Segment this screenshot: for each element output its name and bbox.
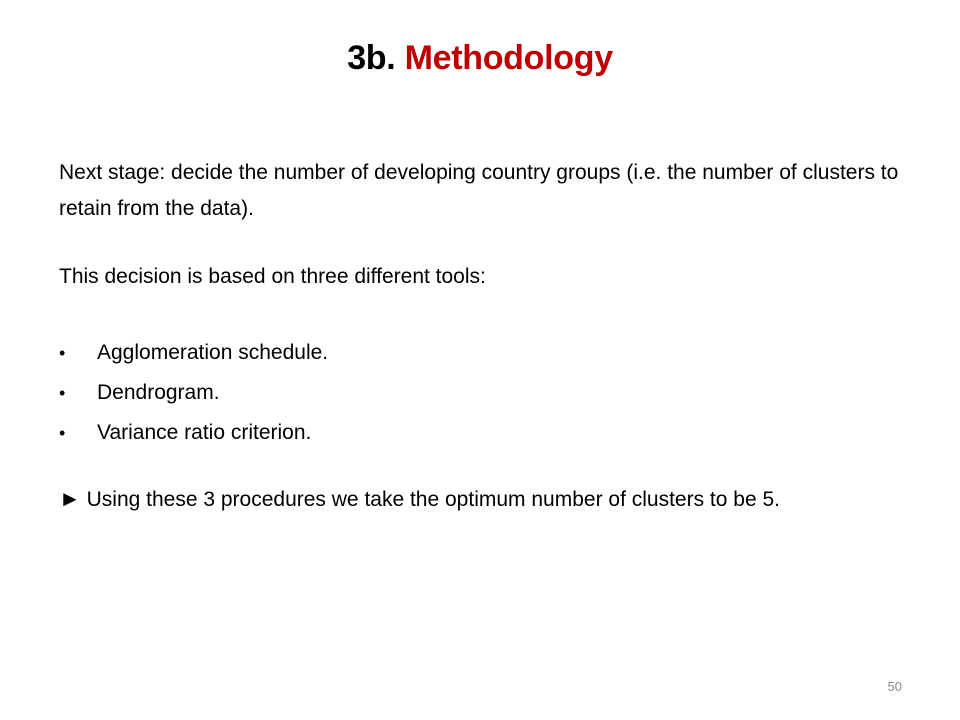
bullet-icon: • — [59, 343, 66, 363]
tools-lead-paragraph: This decision is based on three different tools: — [59, 265, 486, 288]
conclusion-paragraph — [59, 481, 899, 518]
slide-body — [59, 155, 899, 518]
bullet-icon: • — [59, 423, 66, 443]
bullet-icon: • — [59, 383, 66, 403]
list-item-label: Dendrogram. — [97, 381, 220, 404]
arrow-right-icon: ► — [59, 486, 81, 511]
list-item — [59, 413, 899, 453]
title-main: Methodology — [404, 39, 613, 77]
title-prefix: 3b. — [347, 39, 396, 77]
page-number: 50 — [887, 679, 902, 694]
intro-paragraph: Next stage: decide the number of developing country groups (i.e. the number of clusters to retain from the data). — [59, 161, 899, 220]
slide-title — [0, 36, 960, 80]
list-item-label: Agglomeration schedule. — [97, 341, 329, 364]
list-item-label: Variance ratio criterion. — [97, 421, 312, 444]
tools-list — [59, 333, 899, 453]
conclusion-text: Using these 3 procedures we take the optimum number of clusters to be 5. — [86, 488, 780, 511]
list-item — [59, 333, 899, 373]
list-item — [59, 373, 899, 413]
